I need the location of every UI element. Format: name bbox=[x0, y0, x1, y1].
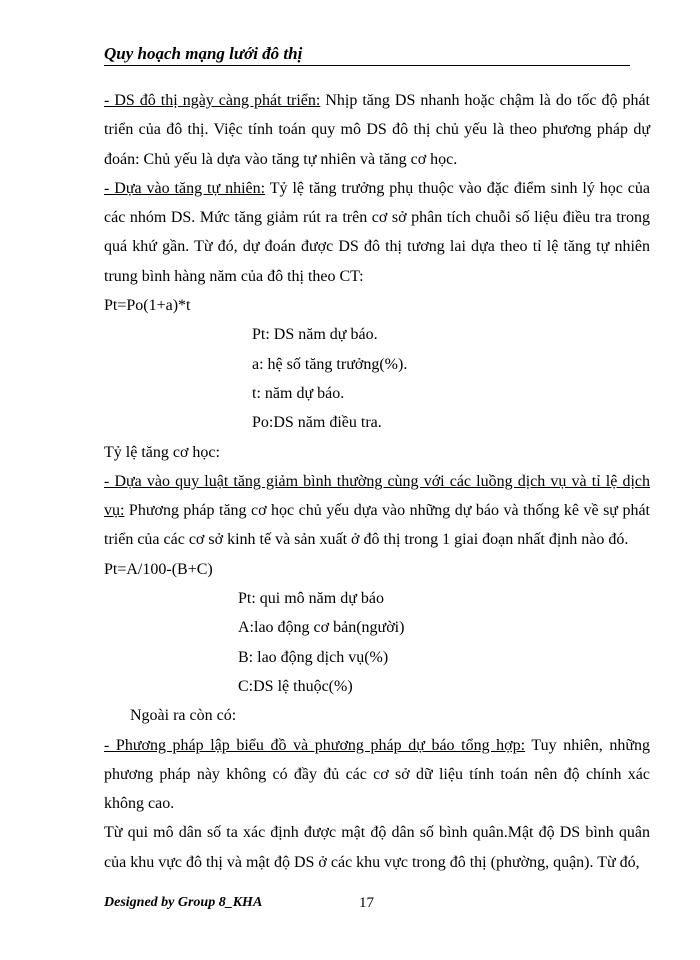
paragraph-text: Nhịp tăng DS nhanh hoặc chậm là do tốc độ phát triển của đô thị. Việc tính toán quy mô DS đô thị chủ yếu là theo phương pháp dự đoán: Chủ yếu là dựa vào tăng tự nhiên và tăng cơ học. bbox=[104, 92, 651, 168]
formula-mechanical: Pt=A/100-(B+C) bbox=[104, 560, 213, 578]
paragraph-heading: - Dựa vào tăng tự nhiên: bbox=[104, 179, 266, 197]
paragraph-text: Tỷ lệ tăng trưởng phụ thuộc vào đặc điểm sinh lý học của các nhóm DS. Mức tăng giảm rút ra trên cơ sở phân tích chuỗi số liệu điều tra trong quá khứ gần. Từ đó, dự đoán được DS đô thị tương lai dựa theo tỉ lệ tăng tự nhiên trung bình hàng năm của đô thị theo CT: bbox=[104, 179, 650, 285]
paragraph-heading: - DS đô thị ngày càng phát triển: bbox=[104, 92, 321, 109]
formula-definition: Pt: DS năm dự báo. bbox=[252, 326, 378, 344]
paragraph-mechanical-growth bbox=[104, 467, 650, 555]
paragraph-text: Phương pháp tăng cơ học chủ yếu dựa vào những dự báo và thống kê về sự phát triển của các cơ sở kinh tế và sản xuất ở đô thị trong 1 giai đoạn nhất định nào đó. bbox=[104, 502, 650, 549]
formula-definition: B: lao động dịch vụ(%) bbox=[238, 648, 389, 666]
formula-definition: C:DS lệ thuộc(%) bbox=[238, 677, 353, 695]
formula-definition: a: hệ số tăng trưởng(%). bbox=[252, 355, 408, 373]
page-header-title: Quy hoạch mạng lưới đô thị bbox=[104, 44, 630, 66]
footer-credit: Designed by Group 8_KHA bbox=[104, 895, 263, 910]
paragraph-natural-growth bbox=[104, 174, 650, 291]
formula-definition: Po:DS năm điều tra. bbox=[252, 414, 382, 432]
paragraph-forecast-methods bbox=[104, 731, 650, 819]
formula-definition: A:lao động cơ bản(người) bbox=[238, 619, 405, 637]
paragraph-ds-growth bbox=[104, 86, 650, 174]
formula-definition: Pt: qui mô năm dự báo bbox=[238, 590, 384, 608]
paragraph-text: Tuy nhiên, những phương pháp này không có đầy đủ các cơ sở dữ liệu tính toán nên độ chính xác không cao. bbox=[104, 736, 651, 813]
paragraph-heading: - Dựa vào quy luật tăng giảm bình thường cùng với các luồng dịch vụ và tỉ lệ dịch vụ: bbox=[104, 472, 650, 520]
document-body bbox=[104, 86, 650, 877]
formula-natural: Pt=Po(1+a)*t bbox=[104, 297, 191, 315]
page-footer bbox=[104, 894, 650, 912]
formula-definition: t: năm dự báo. bbox=[252, 384, 345, 402]
page-number: 17 bbox=[359, 895, 374, 911]
paragraph-other-methods: Ngoài ra còn có: bbox=[130, 707, 237, 725]
paragraph-heading: - Phương pháp lập biểu đồ và phương pháp dự báo tổng hợp: bbox=[104, 736, 526, 754]
paragraph-mechanical-rate: Tỷ lệ tăng cơ học: bbox=[104, 443, 220, 461]
paragraph-density: Từ qui mô dân số ta xác định được mật độ dân số bình quân.Mật độ DS bình quân của khu vực đô thị và mật độ DS ở các khu vực trong đô thị (phường, quận). Từ đó, bbox=[104, 824, 650, 871]
